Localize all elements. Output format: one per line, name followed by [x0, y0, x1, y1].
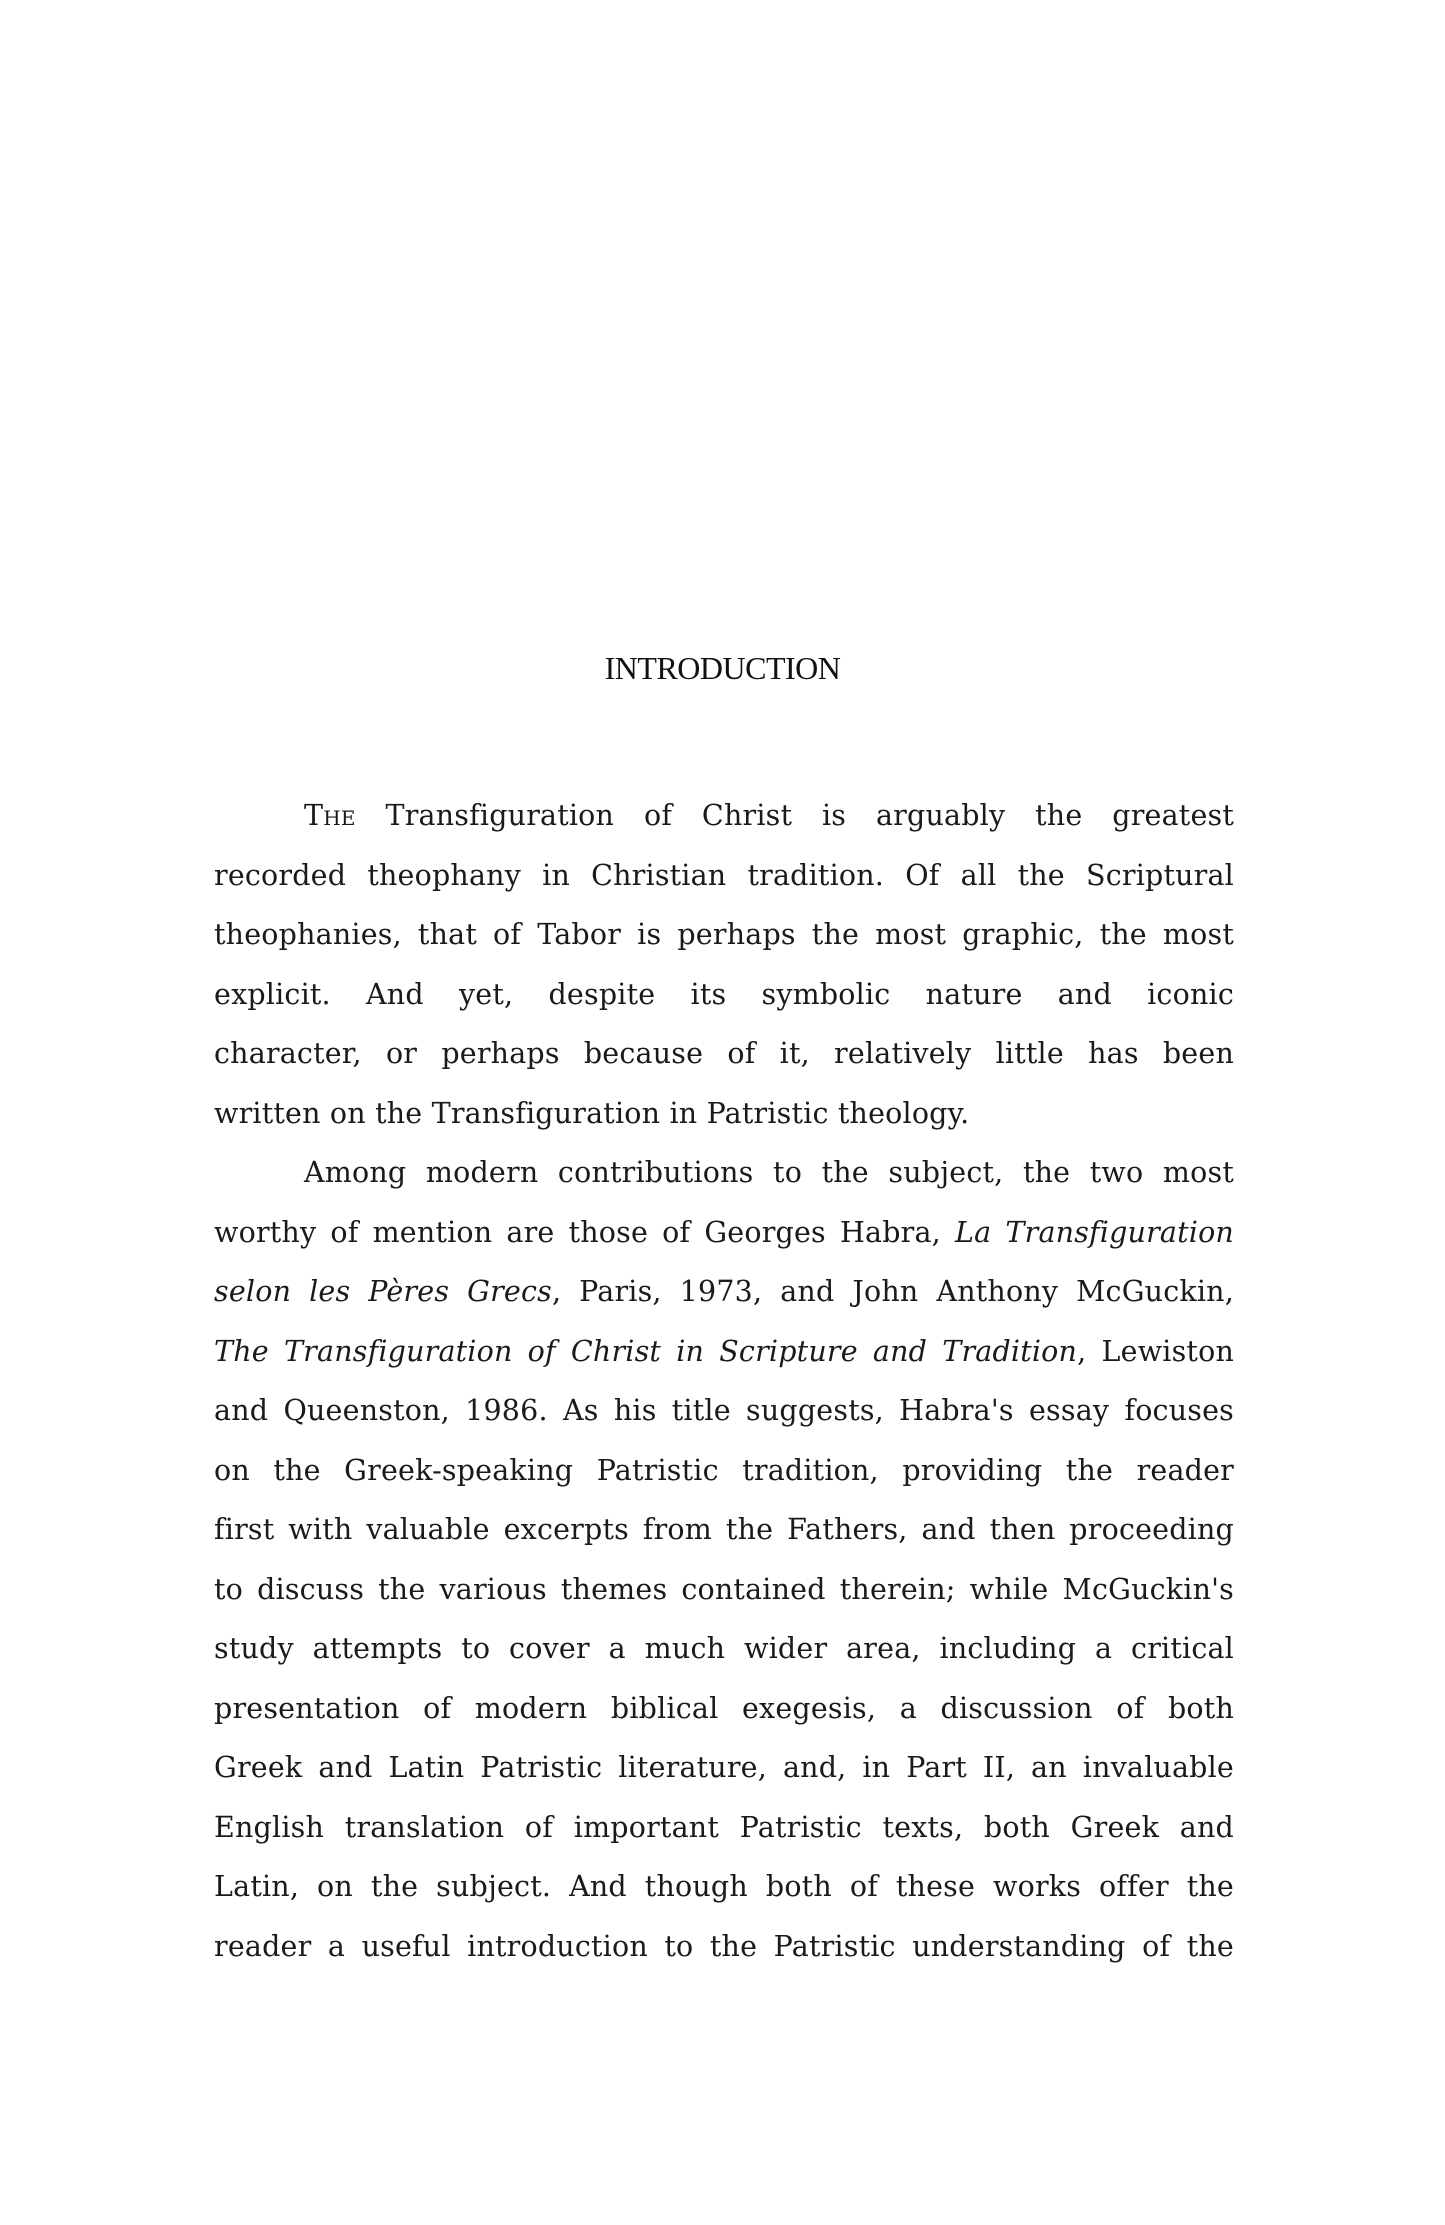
- paragraph-2-line-2: worthy of mention are those of Georges Habra, La Transfiguration: [214, 1215, 1234, 1249]
- book-title-habra-cont: selon les Pères Grecs: [214, 1275, 552, 1308]
- paragraph-1-line-5: character, or perhaps because of it, relatively little has been: [214, 1037, 1234, 1070]
- paragraph-2-line-8: to discuss the various themes contained therein; while McGuckin's: [214, 1572, 1234, 1606]
- book-title-mcguckin: The Transfiguration of Christ in Scripture and Tradition: [214, 1334, 1078, 1368]
- paragraph-2-line-13: Latin, on the subject. And though both of these works offer the: [214, 1870, 1234, 1903]
- paragraph-1-line-1: The Transfiguration of Christ is arguably the greatest: [304, 799, 1234, 832]
- paragraph-2-line-1: Among modern contributions to the subject, the two most: [304, 1156, 1234, 1189]
- lead-word: The: [304, 799, 356, 832]
- book-title-habra: La Transfiguration: [955, 1215, 1234, 1249]
- paragraph-2-line-3: selon les Pères Grecs, Paris, 1973, and John Anthony McGuckin,: [214, 1275, 1234, 1308]
- paragraph-2-line-7: first with valuable excerpts from the Fathers, and then proceeding: [214, 1513, 1234, 1546]
- paragraph-2-line-4: The Transfiguration of Christ in Scripture and Tradition, Lewiston: [214, 1334, 1234, 1368]
- paragraph-2-line-6: on the Greek-speaking Patristic tradition, providing the reader: [214, 1453, 1234, 1487]
- paragraph-1-line-4: explicit. And yet, despite its symbolic nature and iconic: [214, 977, 1234, 1011]
- paragraph-2-line-12: English translation of important Patristic texts, both Greek and: [214, 1810, 1234, 1844]
- paragraph-1-line-3: theophanies, that of Tabor is perhaps the most graphic, the most: [214, 918, 1234, 951]
- paragraph-2-line-11: Greek and Latin Patristic literature, and, in Part II, an invaluable: [214, 1751, 1234, 1784]
- paragraph-1-line-2: recorded theophany in Christian tradition. Of all the Scriptural: [214, 858, 1234, 892]
- paragraph-2-line-9: study attempts to cover a much wider area, including a critical: [214, 1632, 1234, 1665]
- paragraph-1-line-6: written on the Transfiguration in Patristic theology.: [214, 1096, 970, 1130]
- paragraph-2-line-5: and Queenston, 1986. As his title suggests, Habra's essay focuses: [214, 1394, 1234, 1427]
- paragraph-2-line-14: reader a useful introduction to the Patristic understanding of the: [214, 1929, 1234, 1963]
- chapter-heading: INTRODUCTION: [604, 650, 841, 686]
- paragraph-2-line-10: presentation of modern biblical exegesis, a discussion of both: [214, 1691, 1234, 1725]
- body-text: [214, 786, 1234, 1976]
